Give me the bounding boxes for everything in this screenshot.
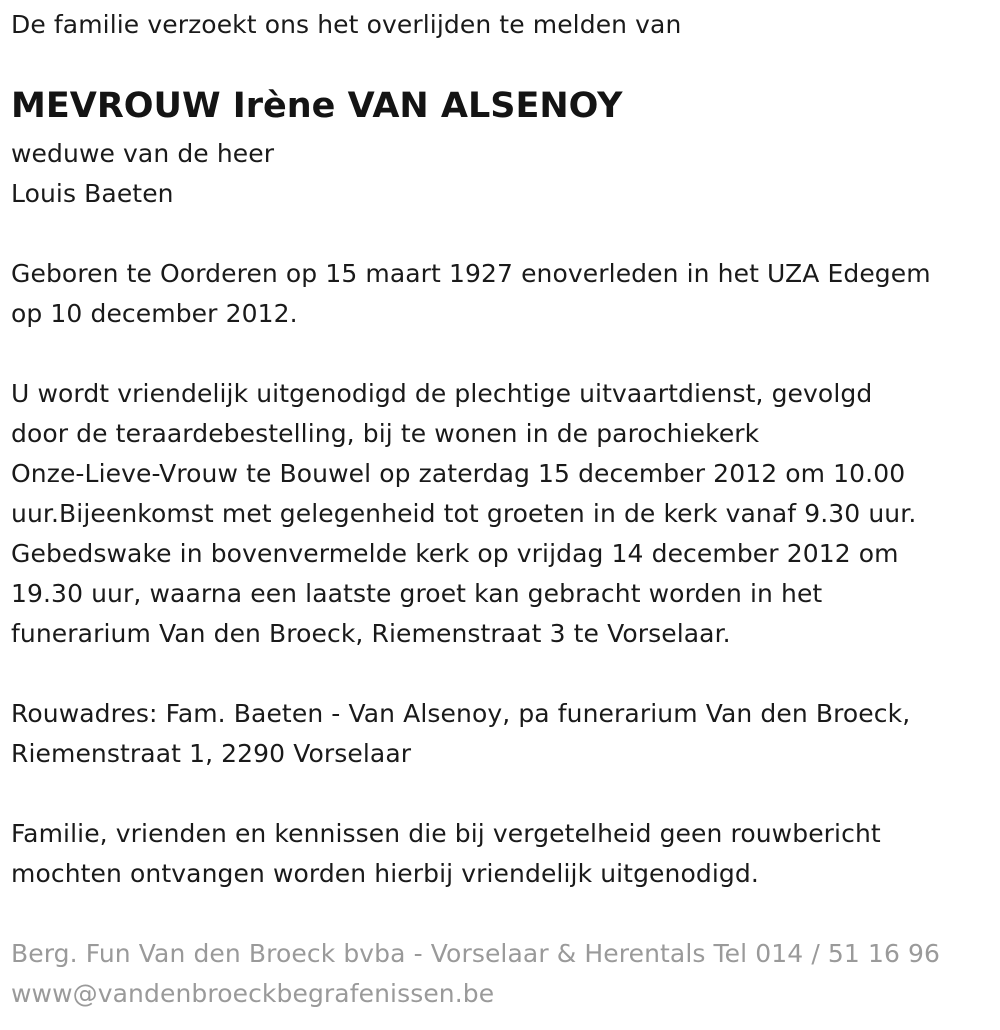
closing-paragraph <box>11 814 881 894</box>
paragraph-line: Rouwadres: Fam. Baeten - Van Alsenoy, pa funerarium Van den Broeck, <box>11 699 911 728</box>
footer-web: www@vandenbroeckbegrafenissen.be <box>11 979 495 1008</box>
paragraph-line: door de teraardebestelling, bij te wonen in de parochiekerk <box>11 419 760 448</box>
funeral-paragraph <box>11 374 916 654</box>
footer-company: Berg. Fun Van den Broeck bvba - Vorselaar & Herentals Tel 014 / 51 16 96 <box>11 939 941 968</box>
intro-text: De familie verzoekt ons het overlijden te melden van <box>11 10 682 39</box>
paragraph-line: uur.Bijeenkomst met gelegenheid tot groeten in de kerk vanaf 9.30 uur. <box>11 499 917 528</box>
relation-text: weduwe van de heer <box>11 139 275 168</box>
paragraph-line: funerarium Van den Broeck, Riemenstraat 3 te Vorselaar. <box>11 619 731 648</box>
mourning-address <box>11 694 910 774</box>
birth-death-paragraph <box>11 254 931 334</box>
paragraph-line: Onze-Lieve-Vrouw te Bouwel op zaterdag 15 december 2012 om 10.00 <box>11 459 906 488</box>
paragraph-line: mochten ontvangen worden hierbij vriendelijk uitgenodigd. <box>11 859 759 888</box>
paragraph-line: U wordt vriendelijk uitgenodigd de plechtige uitvaartdienst, gevolgd <box>11 379 873 408</box>
paragraph-line: Geboren te Oorderen op 15 maart 1927 enoverleden in het UZA Edegem <box>11 259 931 288</box>
paragraph-line: 19.30 uur, waarna een laatste groet kan gebracht worden in het <box>11 579 823 608</box>
deceased-name: MEVROUW Irène VAN ALSENOY <box>11 86 623 126</box>
paragraph-line: Gebedswake in bovenvermelde kerk op vrijdag 14 december 2012 om <box>11 539 899 568</box>
funeral-home-footer <box>11 934 940 1014</box>
paragraph-line: Familie, vrienden en kennissen die bij vergetelheid geen rouwbericht <box>11 819 881 848</box>
spouse-name: Louis Baeten <box>11 179 174 208</box>
paragraph-line: op 10 december 2012. <box>11 299 298 328</box>
paragraph-line: Riemenstraat 1, 2290 Vorselaar <box>11 739 412 768</box>
